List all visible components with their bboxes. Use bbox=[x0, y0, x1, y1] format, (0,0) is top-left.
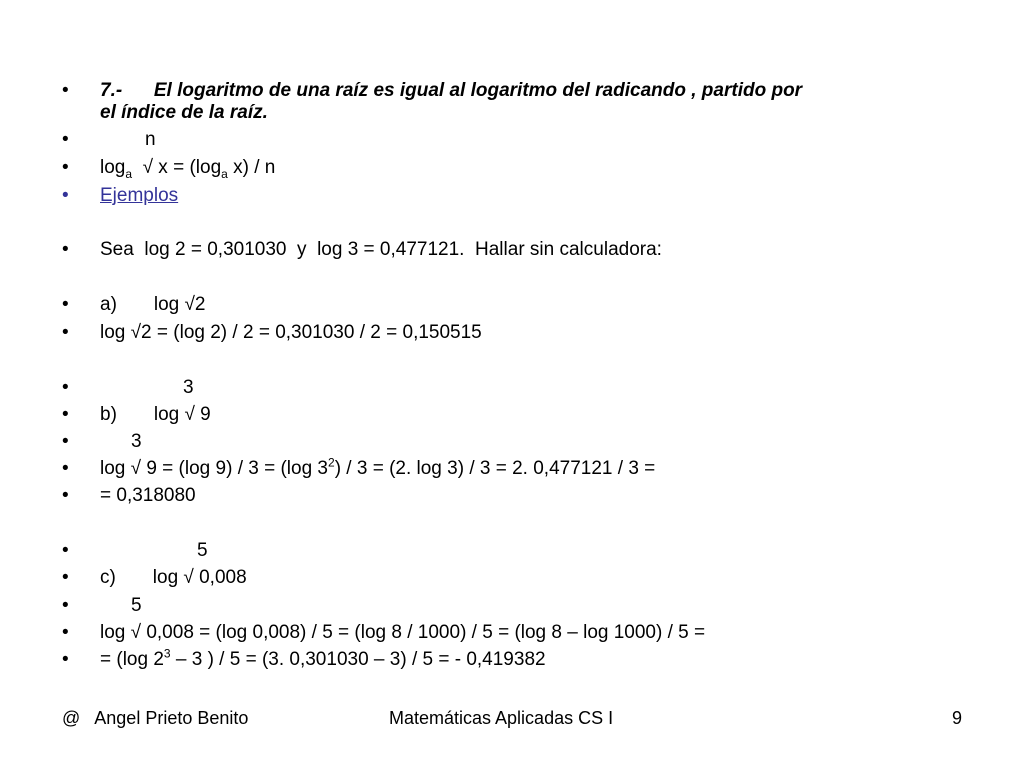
formula-mid: √ x = (log bbox=[132, 157, 222, 178]
formula-log: log bbox=[100, 157, 126, 178]
example-b-result-part-2: ) / 3 = (2. log 3) / 3 = 2. 0,477121 / 3 = bbox=[334, 458, 656, 479]
example-c-index-bottom: 5 bbox=[131, 595, 142, 616]
example-b-result bbox=[100, 455, 656, 480]
bullet: • bbox=[62, 322, 69, 343]
example-c-result2-exponent: 3 bbox=[163, 646, 171, 661]
bullet: • bbox=[62, 458, 69, 479]
example-a-result: log √2 = (log 2) / 2 = 0,301030 / 2 = 0,150515 bbox=[100, 322, 482, 343]
formula-base-2: a bbox=[221, 166, 228, 181]
footer-page-number: 9 bbox=[952, 708, 963, 728]
bullet: • bbox=[62, 485, 69, 506]
given-text: Sea log 2 = 0,301030 y log 3 = 0,477121. Hallar sin calculadora: bbox=[100, 239, 662, 260]
example-c-label: c) log √ 0,008 bbox=[100, 567, 247, 588]
bullet: • bbox=[62, 567, 69, 588]
ejemplos-link[interactable]: Ejemplos bbox=[100, 185, 179, 206]
example-a-label: a) log √2 bbox=[100, 294, 206, 315]
bullet: • bbox=[62, 129, 69, 150]
bullet: • bbox=[62, 239, 69, 260]
example-c-result: log √ 0,008 = (log 0,008) / 5 = (log 8 / 1000) / 5 = (log 8 – log 1000) / 5 = bbox=[100, 622, 706, 643]
bullet: • bbox=[62, 157, 69, 178]
bullet: • bbox=[62, 595, 69, 616]
footer-course: Matemáticas Aplicadas CS I bbox=[389, 708, 614, 728]
bullet: • bbox=[62, 649, 69, 670]
example-b-index-top: 3 bbox=[183, 377, 194, 398]
footer-author: @ Angel Prieto Benito bbox=[62, 708, 249, 728]
example-b-result-part-1: log √ 9 = (log 9) / 3 = (log 3 bbox=[100, 458, 328, 479]
rule-line-2: el índice de la raíz. bbox=[100, 102, 268, 123]
bullet: • bbox=[62, 540, 69, 561]
example-b-final: = 0,318080 bbox=[100, 485, 196, 506]
formula-base: a bbox=[125, 166, 133, 181]
example-b-label: b) log √ 9 bbox=[100, 404, 211, 425]
rule-line-1: 7.- El logaritmo de una raíz es igual al logaritmo del radicando , partido por bbox=[100, 80, 803, 101]
formula-end: x) / n bbox=[227, 157, 276, 178]
example-c-result2 bbox=[100, 646, 546, 671]
bullet: • bbox=[62, 377, 69, 398]
formula bbox=[100, 157, 275, 179]
formula-index: n bbox=[145, 129, 156, 150]
example-b-index-bottom: 3 bbox=[131, 431, 142, 452]
example-c-result2-part-1: = (log 2 bbox=[100, 649, 164, 670]
bullet: • bbox=[62, 185, 69, 206]
bullet: • bbox=[62, 80, 69, 101]
rule-statement bbox=[62, 80, 962, 124]
example-c-index-top: 5 bbox=[197, 540, 208, 561]
example-b-result-exponent: 2 bbox=[328, 455, 335, 470]
example-c-result2-part-2: – 3 ) / 5 = (3. 0,301030 – 3) / 5 = - 0,419382 bbox=[170, 649, 546, 670]
bullet: • bbox=[62, 431, 69, 452]
bullet: • bbox=[62, 294, 69, 315]
bullet: • bbox=[62, 404, 69, 425]
bullet: • bbox=[62, 622, 69, 643]
